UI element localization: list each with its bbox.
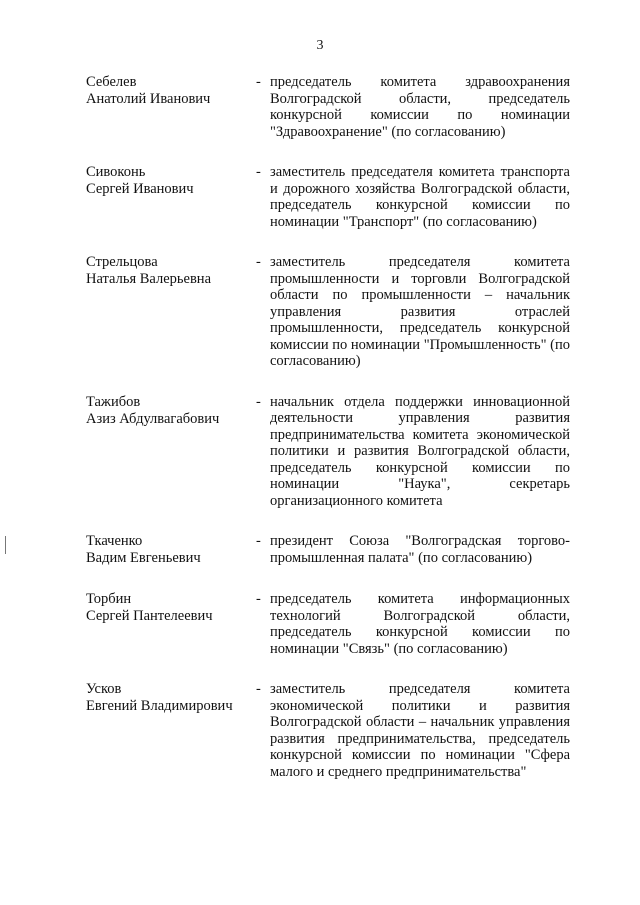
- member-entry-streltsova: [86, 254, 570, 370]
- member-given-names: Наталья Валерьевна: [86, 271, 211, 287]
- member-given-names: Азиз Абдулвагабович: [86, 410, 220, 427]
- dash-separator: -: [256, 393, 261, 410]
- dash-separator: -: [256, 254, 261, 270]
- member-surname: Сивоконь: [86, 164, 146, 180]
- member-role: начальник отдела поддержки инновационной деятельности управления развития предпринимательства комитета экономической политики и развития Волгоградской области, председатель конкурсной комиссии по номинации "Наука", секретарь организационного комитета: [270, 393, 570, 509]
- member-given-names: Анатолий Иванович: [86, 91, 211, 107]
- member-entry-sebelev: [86, 74, 570, 140]
- scan-margin-mark: [5, 536, 6, 554]
- member-given-names: Сергей Иванович: [86, 181, 194, 197]
- member-given-names: Сергей Пантелеевич: [86, 608, 213, 624]
- member-entry-sivokon: [86, 164, 570, 230]
- member-surname: Ткаченко: [86, 533, 143, 549]
- member-entry-uskov: [86, 681, 570, 780]
- member-given-names: Вадим Евгеньевич: [86, 550, 201, 566]
- dash-separator: -: [256, 533, 261, 549]
- member-name: [86, 681, 256, 780]
- member-name: [86, 394, 256, 510]
- member-role: заместитель председателя комитета промышленности и торговли Волгоградской области по промышленности – начальник управления развития отраслей промышленности, председатель конкурсной комиссии по номинации "Промышленность" (по согласованию): [270, 254, 570, 369]
- member-surname: Торбин: [86, 591, 132, 607]
- member-entry-tazhibov: [86, 394, 570, 510]
- dash-separator: -: [256, 74, 261, 90]
- member-name: [86, 254, 256, 370]
- dash-separator: -: [256, 164, 261, 180]
- dash-separator: -: [256, 681, 261, 697]
- member-role: председатель комитета информационных технологий Волгоградской области, председатель конкурсной комиссии по номинации "Связь" (по согласованию): [270, 591, 570, 657]
- member-name: [86, 74, 256, 140]
- member-name: [86, 533, 256, 567]
- page-number: 3: [316, 38, 324, 53]
- committee-member-list: [86, 74, 570, 804]
- member-name: [86, 164, 256, 230]
- dash-separator: -: [256, 591, 261, 607]
- member-given-names: Евгений Владимирович: [86, 698, 233, 714]
- member-name: [86, 591, 256, 657]
- member-surname: Тажибов: [86, 393, 141, 410]
- member-role: президент Союза "Волгоградская торгово-промышленная палата" (по согласованию): [270, 533, 570, 566]
- member-role: заместитель председателя комитета экономической политики и развития Волгоградской области – начальник управления развития предпринимательства, председатель конкурсной комиссии по номинации "Сфера малого и среднего предпринимательства": [270, 681, 570, 780]
- member-role: председатель комитета здравоохранения Волгоградской области, председатель конкурсной комиссии по номинации "Здравоохранение" (по согласованию): [270, 74, 570, 140]
- member-surname: Усков: [86, 681, 122, 697]
- member-entry-tkachenko: [86, 533, 570, 567]
- member-role: заместитель председателя комитета транспорта и дорожного хозяйства Волгоградской области, председатель конкурсной комиссии по номинации "Транспорт" (по согласованию): [270, 164, 570, 230]
- member-surname: Себелев: [86, 74, 137, 90]
- member-surname: Стрельцова: [86, 254, 158, 270]
- member-entry-torbin: [86, 591, 570, 657]
